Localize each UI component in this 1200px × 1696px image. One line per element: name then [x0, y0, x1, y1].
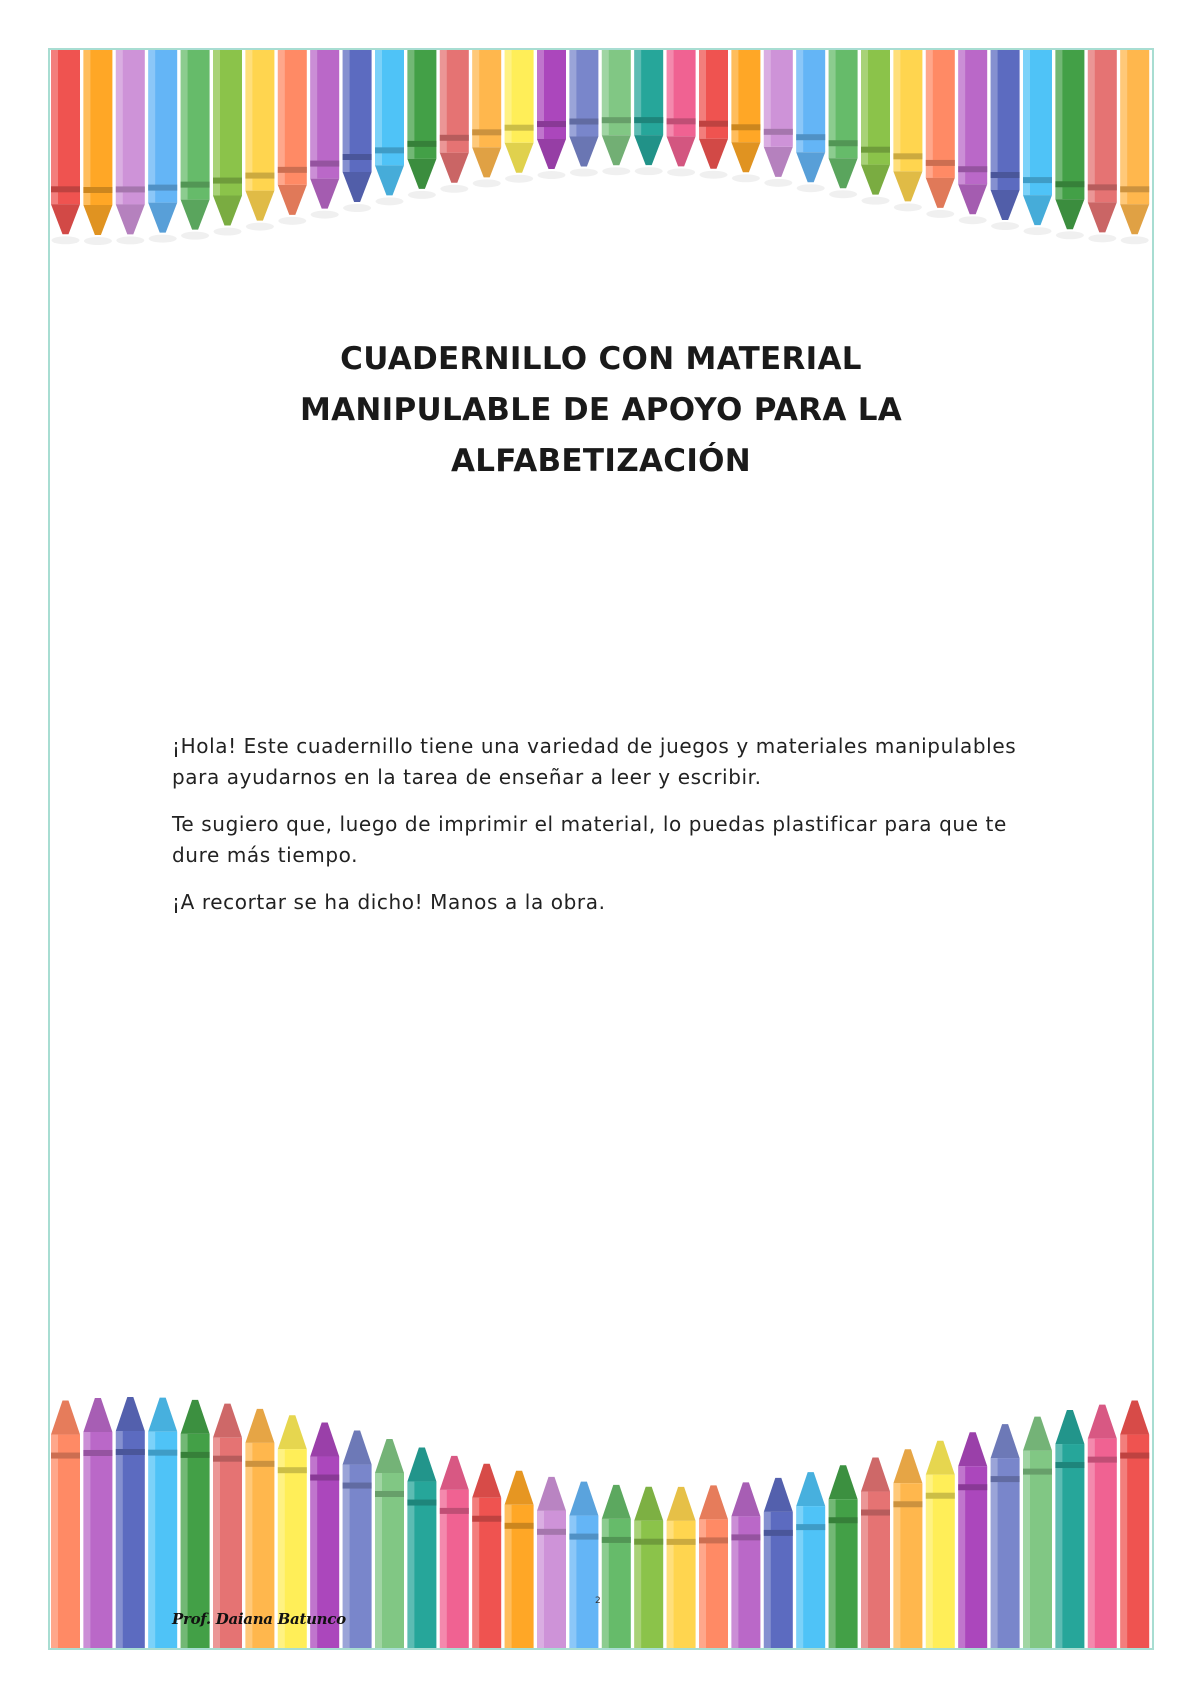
crayon-icon — [893, 50, 922, 211]
crayon-icon — [926, 50, 955, 218]
crayon-icon — [407, 50, 436, 199]
crayon-icon — [861, 50, 890, 205]
document-title — [210, 334, 992, 487]
intro-paragraph-1: ¡Hola! Este cuadernillo tiene una variedad de juegos y materiales manipulables para ayudarnos en la tarea de enseñar a leer y escribir. — [172, 734, 1017, 789]
crayon-icon — [537, 1477, 566, 1650]
crayon-icon — [407, 1448, 436, 1650]
crayon-icon — [731, 1482, 760, 1650]
crayon-icon — [51, 50, 80, 244]
crayon-icon — [796, 50, 825, 192]
crayon-icon — [343, 1431, 372, 1650]
crayon-icon — [731, 50, 760, 182]
crayon-icon — [472, 1464, 501, 1650]
crayon-icon — [667, 50, 696, 176]
crayon-icon — [569, 50, 598, 177]
crayon-icon — [375, 1439, 404, 1650]
crayon-icon — [505, 1471, 534, 1650]
crayon-icon — [634, 50, 663, 175]
crayon-icon — [440, 50, 469, 193]
crayon-icon — [764, 1478, 793, 1650]
crayon-icon — [181, 50, 210, 240]
intro-paragraph-2: Te sugiero que, luego de imprimir el material, lo puedas plastificar para que te dure más tiempo. — [172, 812, 1007, 867]
intro-text — [172, 731, 1052, 934]
title-line-3: ALFABETIZACIÓN — [450, 443, 752, 479]
crayon-icon — [83, 1398, 112, 1650]
crayon-icon — [213, 50, 242, 236]
crayon-icon — [148, 50, 177, 243]
crayon-icon — [278, 50, 307, 225]
crayon-icon — [1023, 1417, 1052, 1650]
crayon-icon — [893, 1449, 922, 1650]
crayon-border-top-icon — [50, 50, 1152, 280]
crayon-icon — [51, 1401, 80, 1650]
intro-paragraph-3: ¡A recortar se ha dicho! Manos a la obra. — [172, 890, 606, 914]
crayon-icon — [1088, 1405, 1117, 1650]
crayon-icon — [602, 1485, 631, 1650]
crayon-icon — [472, 50, 501, 187]
crayon-icon — [537, 50, 566, 179]
crayon-icon — [505, 50, 534, 183]
crayon-icon — [829, 50, 858, 198]
crayon-icon — [634, 1487, 663, 1650]
page-frame — [48, 48, 1154, 1650]
crayon-icon — [829, 1465, 858, 1650]
page-number: 2 — [595, 1596, 601, 1606]
crayon-icon — [569, 1482, 598, 1650]
crayon-icon — [699, 50, 728, 179]
crayon-icon — [375, 50, 404, 205]
crayon-icon — [1055, 50, 1084, 239]
crayon-icon — [83, 50, 112, 245]
crayon-icon — [926, 1441, 955, 1650]
crayon-icon — [991, 50, 1020, 230]
crayon-icon — [343, 50, 372, 212]
crayon-icon — [440, 1456, 469, 1650]
crayon-icon — [602, 50, 631, 175]
crayon-icon — [861, 1458, 890, 1650]
crayon-border-bottom-icon — [50, 1372, 1152, 1650]
title-line-2: MANIPULABLE DE APOYO PARA LA — [299, 392, 903, 428]
crayon-icon — [796, 1472, 825, 1650]
crayon-icon — [1055, 1410, 1084, 1650]
crayon-icon — [764, 50, 793, 187]
crayon-icon — [699, 1485, 728, 1650]
footer-author: Prof. Daiana Batunco — [172, 1610, 346, 1628]
crayon-icon — [116, 1397, 145, 1650]
title-line-1: CUADERNILLO CON MATERIAL — [340, 341, 862, 377]
crayon-icon — [991, 1424, 1020, 1650]
crayon-icon — [116, 50, 145, 244]
crayon-icon — [958, 50, 987, 224]
crayon-icon — [958, 1432, 987, 1650]
crayon-icon — [1023, 50, 1052, 235]
crayon-icon — [1088, 50, 1117, 242]
crayon-icon — [245, 50, 274, 231]
crayon-icon — [667, 1487, 696, 1650]
crayon-icon — [310, 50, 339, 219]
crayon-icon — [1120, 1401, 1149, 1650]
crayon-icon — [1120, 50, 1149, 244]
